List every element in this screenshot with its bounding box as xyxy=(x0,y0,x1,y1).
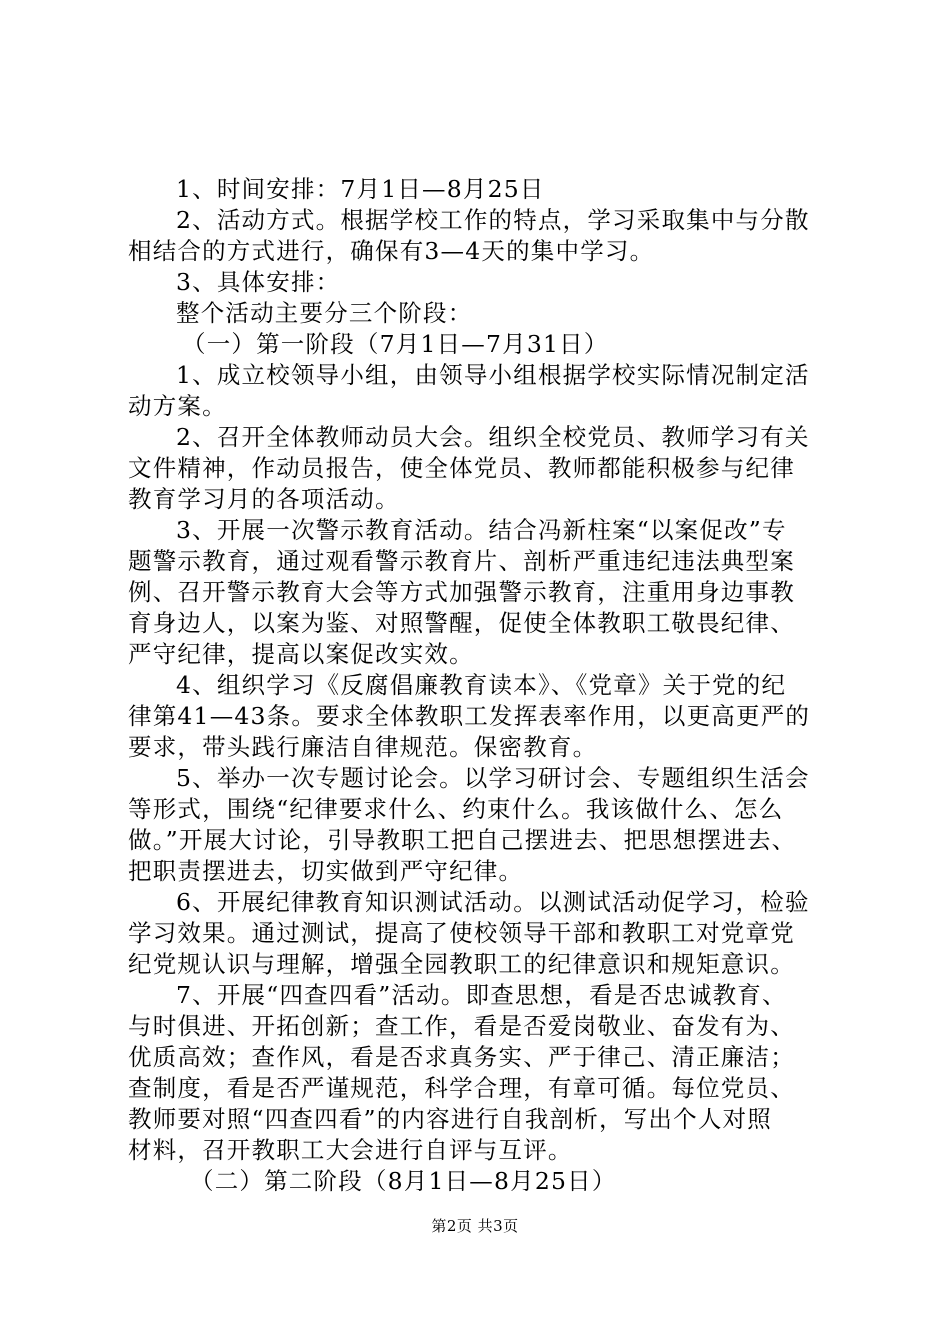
text-line: 6、开展纪律教育知识测试活动。以测试活动促学习，检验 xyxy=(176,888,810,916)
page-footer xyxy=(0,1216,950,1236)
text-line: 要求，带头践行廉洁自律规范。保密教育。 xyxy=(128,733,598,761)
text-line: 等形式，围绕“纪律要求什么、约束什么。我该做什么、怎么 xyxy=(128,795,784,823)
text-line: 纪党规认识与理解，增强全园教职工的纪律意识和规矩意识。 xyxy=(128,950,795,978)
text-line: 律第41—43条。要求全体教职工发挥表率作用，以更高更严的 xyxy=(128,702,811,730)
text-line: 2、召开全体教师动员大会。组织全校党员、教师学习有关 xyxy=(176,423,810,451)
text-line: 做。”开展大讨论，引导教职工把自己摆进去、把思想摆进去、 xyxy=(128,826,797,854)
text-line: 文件精神，作动员报告，使全体党员、教师都能积极参与纪律 xyxy=(128,454,795,482)
text-line: 整个活动主要分三个阶段： xyxy=(176,299,473,327)
text-line: 7、开展“四查四看”活动。即查思想，看是否忠诚教育、 xyxy=(176,981,787,1009)
text-line: 1、成立校领导小组，由领导小组根据学校实际情况制定活 xyxy=(176,361,810,389)
text-line: 动方案。 xyxy=(128,392,227,420)
text-line: 优质高效；查作风，看是否求真务实、严于律己、清正廉洁； xyxy=(128,1043,795,1071)
text-line: 3、开展一次警示教育活动。结合冯新柱案“以案促改”专 xyxy=(176,516,787,544)
text-line: 3、具体安排： xyxy=(176,268,341,296)
section-heading: （一）第一阶段（7月1日—7月31日） xyxy=(182,330,609,358)
page-number-label: 第2页 共3页 xyxy=(431,1217,519,1235)
text-line: 题警示教育，通过观看警示教育片、剖析严重违纪违法典型案 xyxy=(128,547,795,575)
text-line: 教育学习月的各项活动。 xyxy=(128,485,400,513)
text-line: 育身边人，以案为鉴、对照警醒，促使全体教职工敬畏纪律、 xyxy=(128,609,795,637)
text-line: 查制度，看是否严谨规范，科学合理，有章可循。每位党员、 xyxy=(128,1074,795,1102)
text-line: 1、时间安排：7月1日—8月25日 xyxy=(176,175,545,203)
text-line: 把职责摆进去，切实做到严守纪律。 xyxy=(128,857,524,885)
section-heading: （二）第二阶段（8月1日—8月25日） xyxy=(190,1167,617,1195)
text-line: 与时俱进、开拓创新；查工作，看是否爱岗敬业、奋发有为、 xyxy=(128,1012,795,1040)
text-line: 严守纪律，提高以案促改实效。 xyxy=(128,640,474,668)
document-body xyxy=(128,174,828,1197)
text-line: 教师要对照“四查四看”的内容进行自我剖析，写出个人对照 xyxy=(128,1105,772,1133)
text-line: 材料，召开教职工大会进行自评与互评。 xyxy=(128,1136,573,1164)
text-line: 学习效果。通过测试，提高了使校领导干部和教职工对党章党 xyxy=(128,919,795,947)
text-line: 5、举办一次专题讨论会。以学习研讨会、专题组织生活会 xyxy=(176,764,810,792)
text-line: 例、召开警示教育大会等方式加强警示教育，注重用身边事教 xyxy=(128,578,795,606)
text-line: 4、组织学习《反腐倡廉教育读本》、《党章》关于党的纪 xyxy=(176,671,787,699)
text-line: 相结合的方式进行，确保有3—4天的集中学习。 xyxy=(128,237,655,265)
text-line: 2、活动方式。根据学校工作的特点，学习采取集中与分散 xyxy=(176,206,810,234)
